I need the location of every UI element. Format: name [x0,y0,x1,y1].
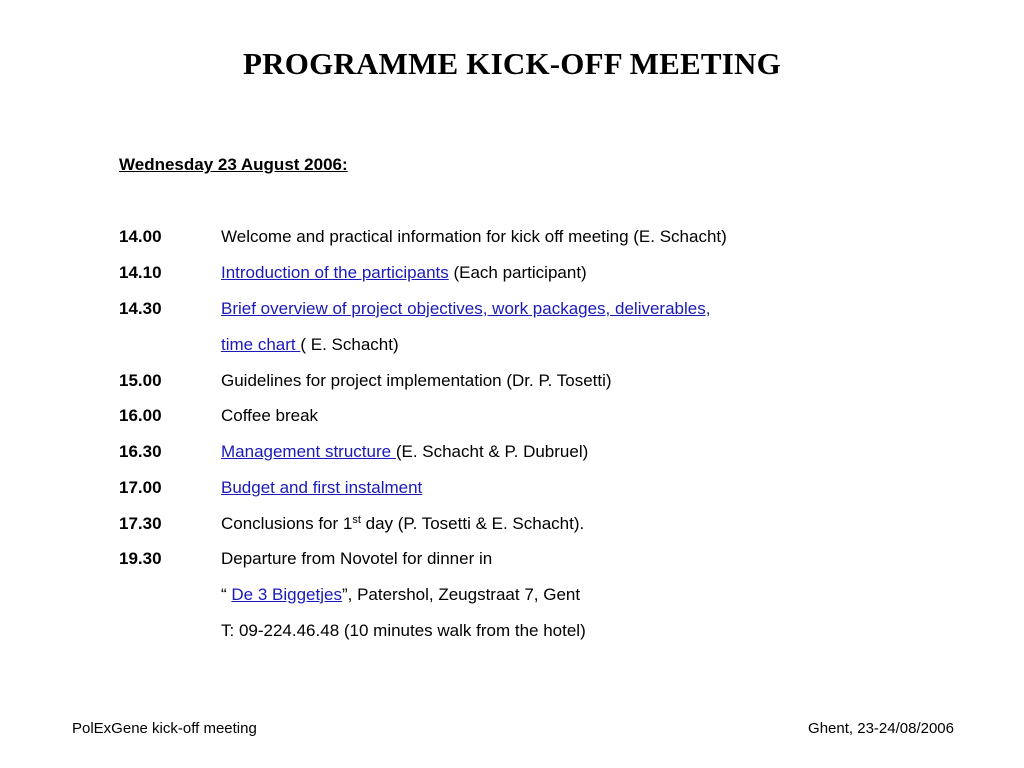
overview-note: ( E. Schacht) [300,335,399,354]
time-1930: 19.30 [119,549,162,568]
overview-link[interactable]: Brief overview of project objectives, work packages, deliverables, [221,299,711,318]
time-1700: 17.00 [119,478,162,497]
time-chart-link[interactable]: time chart [221,335,301,354]
conclusions-note: day (P. Tosetti & E. Schacht). [360,514,585,533]
time-1600: 16.00 [119,406,162,425]
management-note: (E. Schacht & P. Dubruel) [395,442,589,461]
agenda-item-phone: T: 09-224.46.48 (10 minutes walk from the hotel) [221,621,586,640]
time-1400: 14.00 [119,227,162,246]
agenda-item-introduction [221,263,587,283]
open-quote: “ [221,585,232,604]
introduction-note: (Each participant) [448,263,587,282]
footer-location-date: Ghent, 23-24/08/2006 [808,720,954,737]
time-1410: 14.10 [119,263,162,282]
restaurant-address: ”, Patershol, Zeugstraat 7, Gent [341,585,581,604]
time-1500: 15.00 [119,371,162,390]
agenda-item-welcome: Welcome and practical information for kick off meeting (E. Schacht) [221,227,727,246]
day-heading: Wednesday 23 August 2006: [119,155,348,174]
agenda-item-guidelines: Guidelines for project implementation (Dr. P. Tosetti) [221,371,612,390]
agenda-item-overview [221,299,710,319]
agenda-item-budget [221,478,422,498]
budget-link[interactable]: Budget and first instalment [221,478,423,497]
footer-meeting-name: PolExGene kick-off meeting [72,720,257,737]
agenda-item-restaurant [221,585,580,605]
agenda-item-management [221,442,588,462]
restaurant-link[interactable]: De 3 Biggetjes [231,585,342,604]
conclusions-text: Conclusions for 1 [221,514,353,533]
ordinal-suffix: st [352,514,361,526]
time-1430: 14.30 [119,299,162,318]
page-title: PROGRAMME KICK-OFF MEETING [243,46,781,81]
agenda-item-coffee: Coffee break [221,406,319,425]
time-1630: 16.30 [119,442,162,461]
introduction-link[interactable]: Introduction of the participants [221,263,449,282]
agenda-item-overview-cont [221,335,399,355]
time-1730: 17.30 [119,514,162,533]
management-link[interactable]: Management structure [221,442,396,461]
agenda-item-conclusions [221,514,584,534]
agenda-item-departure: Departure from Novotel for dinner in [221,549,493,568]
